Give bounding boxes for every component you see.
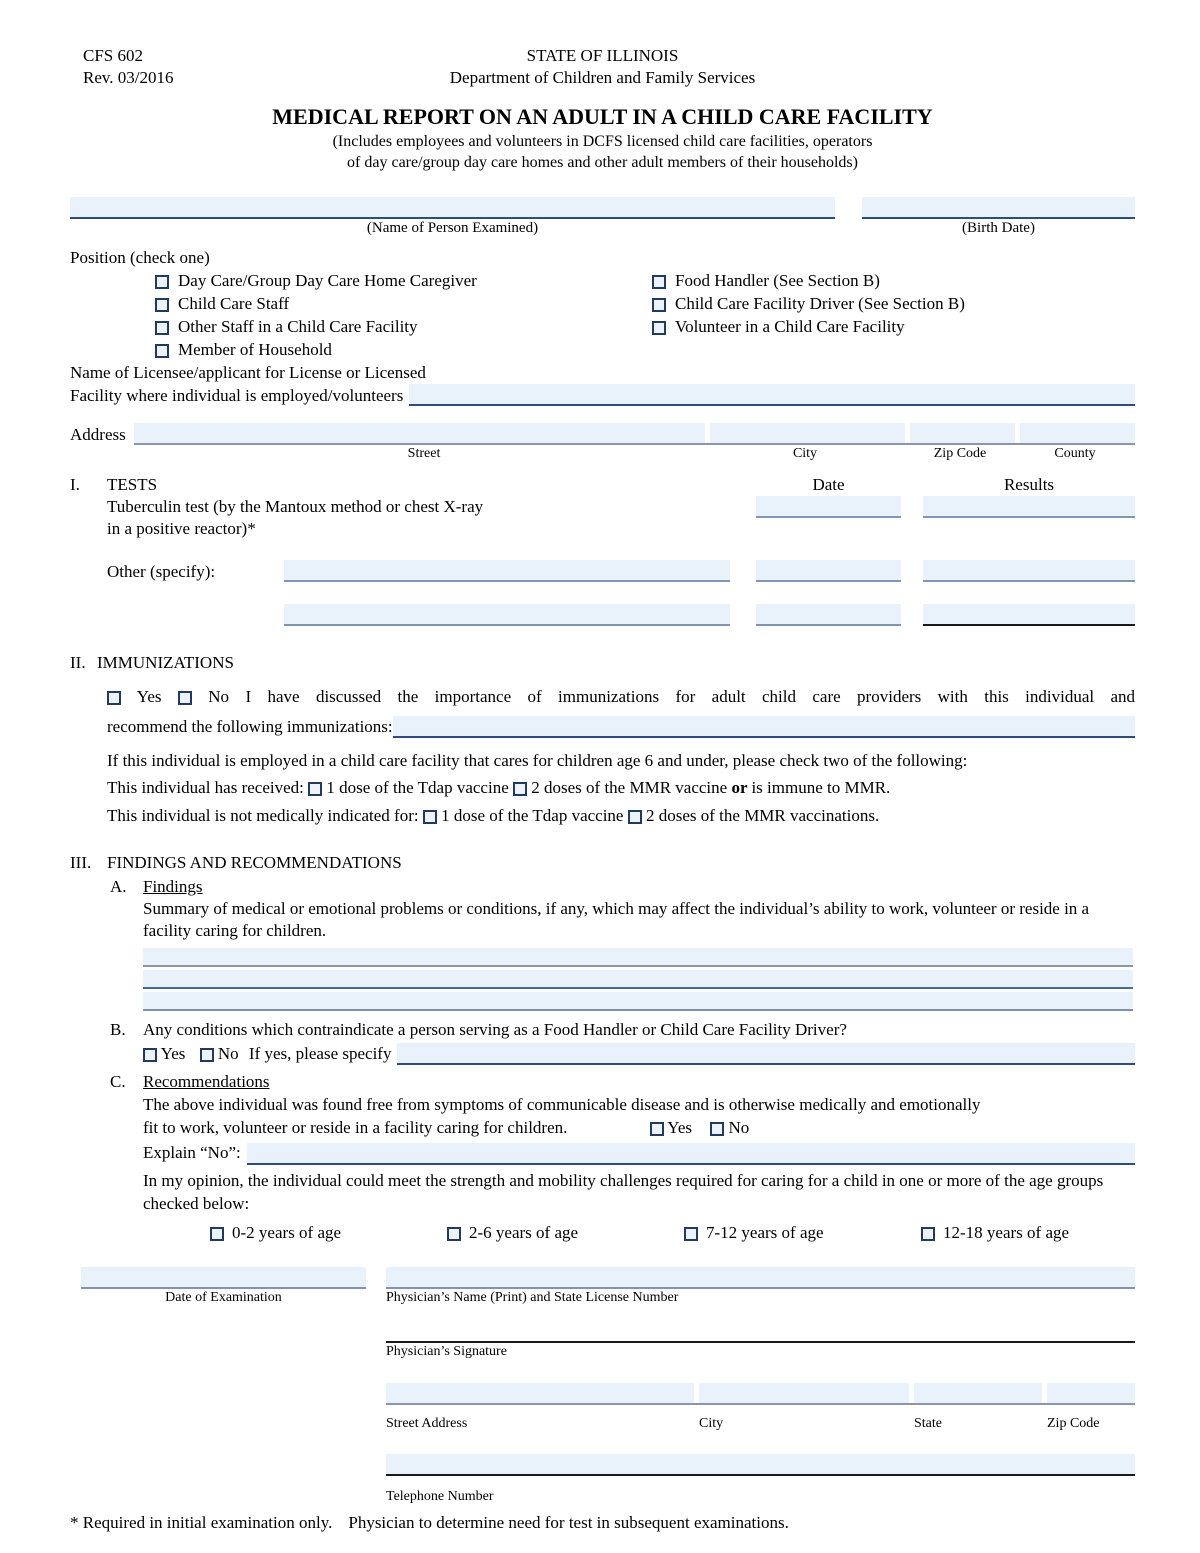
checkbox-b-yes[interactable] [143, 1048, 157, 1062]
immunizations-statement-text: I have discussed the importance of immunizations for adult child care providers with this individual and [245, 687, 1136, 706]
footnote-part2: Physician to determine need for test in subsequent examinations. [348, 1513, 789, 1532]
department-line: Department of Children and Family Services [449, 68, 756, 87]
other-test-1-date-field[interactable] [756, 560, 901, 582]
position-option-child-care-staff [155, 292, 575, 315]
address-label: Address [70, 425, 126, 444]
other-test-1-field[interactable] [284, 560, 730, 582]
checkbox-age-12-18[interactable] [921, 1227, 935, 1241]
licensee-line2-label: Facility where individual is employed/volunteers [70, 386, 404, 405]
state-line: STATE OF ILLINOIS [526, 46, 679, 65]
explain-no-row [143, 1141, 1135, 1165]
position-option-food-handler [652, 269, 965, 292]
tests-row-other-1 [70, 560, 1135, 582]
findings-heading: FINDINGS AND RECOMMENDATIONS [107, 853, 402, 872]
address-city-label: City [792, 446, 818, 461]
footnote [70, 1512, 1135, 1534]
immunizations-no-label: No [208, 687, 230, 706]
immunizations-statement2-label: recommend the following immunizations: [107, 717, 393, 736]
b-no-label: No [217, 1044, 239, 1063]
date-of-examination-field[interactable] [81, 1267, 366, 1289]
physician-city-field[interactable] [699, 1383, 909, 1403]
received-option-1: 1 dose of the Tdap vaccine [326, 778, 509, 797]
findings-heading-row [70, 852, 1135, 874]
tests-heading: TESTS [107, 475, 158, 494]
person-name-label: (Name of Person Examined) [366, 220, 539, 236]
option-label: Child Care Facility Driver (See Section B) [675, 294, 965, 313]
immunizations-statement-line2 [107, 716, 1135, 738]
address-street-label: Street [407, 446, 441, 461]
findings-a-description: Summary of medical or emotional problems or conditions, if any, which may affect the individual’s ability to work, volunteer or reside in a facility caring for children. [143, 899, 1090, 940]
position-options [70, 269, 1135, 361]
tests-section-number: I. [70, 475, 80, 494]
form-subtitle-1: (Includes employees and volunteers in DCFS licensed child care facilities, operators [332, 133, 873, 150]
licensee-line1: Name of Licensee/applicant for License or Licensed [70, 363, 426, 382]
findings-c-line1: The above individual was found free from symptoms of communicable disease and is otherwise medically and emotionally [143, 1095, 981, 1114]
footnote-part1: * Required in initial examination only. [70, 1513, 333, 1532]
received-option-2: 2 doses of the MMR vaccine [531, 778, 728, 797]
address-zip-field[interactable] [910, 423, 1015, 443]
checkbox-mmr-not-indicated[interactable] [628, 810, 642, 824]
option-label: Food Handler (See Section B) [675, 271, 880, 290]
address-sublabels [70, 445, 1135, 462]
immunizations-received-row [107, 774, 1135, 802]
form-revision: Rev. 03/2016 [83, 68, 174, 87]
address-field-group [134, 423, 1135, 445]
findings-a-title: Findings [143, 877, 203, 896]
physician-city-label: City [699, 1416, 724, 1431]
age-group-7-12 [684, 1221, 921, 1245]
age-group-12-18 [921, 1221, 1069, 1245]
telephone-number-field[interactable] [386, 1454, 1135, 1476]
immunizations-heading-row [70, 652, 1135, 674]
findings-a-letter: A. [110, 877, 127, 896]
findings-blank-line-2[interactable] [143, 970, 1133, 989]
address-city-field[interactable] [710, 423, 905, 443]
option-label: Volunteer in a Child Care Facility [675, 317, 905, 336]
option-label: Member of Household [178, 340, 332, 359]
not-indicated-label: This individual is not medically indicated for: [107, 806, 419, 825]
age-label: 12-18 years of age [943, 1223, 1070, 1242]
position-option-facility-driver [652, 292, 965, 315]
findings-b-answer-row [143, 1041, 1135, 1067]
checkbox-tdap-received[interactable] [308, 782, 322, 796]
physician-zip-label: Zip Code [1047, 1416, 1100, 1431]
signature-block [70, 1267, 1135, 1506]
age-groups-row [210, 1221, 1135, 1245]
checkbox-immunizations-no[interactable] [178, 691, 192, 705]
physician-name-field[interactable] [386, 1267, 1135, 1289]
checkbox-mmr-received[interactable] [513, 782, 527, 796]
checkbox-c-yes[interactable] [650, 1122, 664, 1136]
age-group-2-6 [447, 1221, 684, 1245]
address-county-field[interactable] [1020, 423, 1135, 443]
checkbox-member-household[interactable] [155, 344, 169, 358]
checkbox-tdap-not-indicated[interactable] [423, 810, 437, 824]
tests-row-other-2 [70, 604, 1135, 626]
c-no-label: No [728, 1118, 750, 1137]
other-test-2-field[interactable] [284, 604, 730, 626]
checkbox-immunizations-yes[interactable] [107, 691, 121, 705]
other-specify-label: Other (specify): [107, 562, 216, 581]
tuberculin-line1: Tuberculin test (by the Mantoux method or chest X-ray [107, 497, 484, 516]
identity-labels [70, 219, 1135, 238]
option-label: Child Care Staff [178, 294, 290, 313]
position-option-member-household [155, 338, 575, 361]
form-id-block [83, 45, 174, 89]
explain-no-field[interactable] [247, 1143, 1135, 1165]
address-street-field[interactable] [134, 423, 705, 443]
checkbox-b-no[interactable] [200, 1048, 214, 1062]
licensee-line2-row [70, 384, 1135, 407]
tests-heading-wrap [70, 474, 756, 496]
position-option-volunteer [652, 315, 965, 338]
age-group-0-2 [210, 1221, 447, 1245]
findings-opinion: In my opinion, the individual could meet the strength and mobility challenges required for caring for a child in one or more of the age groups checked below: [143, 1171, 1104, 1213]
position-option-other-staff [155, 315, 575, 338]
physician-street-field[interactable] [386, 1383, 694, 1403]
physician-street-label: Street Address [386, 1416, 468, 1431]
physician-zip-field[interactable] [1047, 1383, 1135, 1403]
checkbox-facility-driver[interactable] [652, 298, 666, 312]
or-word: or [727, 778, 752, 797]
c-yes-label: Yes [667, 1118, 693, 1137]
facility-name-field[interactable] [409, 384, 1135, 406]
b-specify-field[interactable] [397, 1043, 1135, 1065]
received-option-2-end: is immune to MMR. [751, 778, 891, 797]
physician-state-label: State [914, 1416, 942, 1431]
findings-c-line2-text: fit to work, volunteer or reside in a facility caring for children. [143, 1118, 568, 1137]
address-zip-label: Zip Code [933, 446, 987, 461]
findings-c-row [70, 1071, 1135, 1093]
physician-address-field-group [386, 1383, 1135, 1405]
person-name-field[interactable] [70, 197, 835, 219]
findings-c-title: Recommendations [143, 1072, 270, 1091]
address-county-label: County [1054, 446, 1096, 461]
exam-date-column [81, 1267, 366, 1307]
tests-row-tuberculin [70, 496, 1135, 540]
findings-c-line2-row [143, 1116, 1135, 1139]
checkbox-age-2-6[interactable] [447, 1227, 461, 1241]
age-label: 2-6 years of age [469, 1223, 579, 1242]
option-label: Day Care/Group Day Care Home Caregiver [178, 271, 477, 290]
received-label: This individual has received: [107, 778, 304, 797]
checkbox-other-staff[interactable] [155, 321, 169, 335]
age-label: 0-2 years of age [232, 1223, 342, 1242]
address-row [70, 423, 1135, 445]
other-test-1-results-field[interactable] [923, 560, 1135, 582]
immunizations-heading: IMMUNIZATIONS [97, 653, 234, 672]
physician-state-field[interactable] [914, 1383, 1042, 1403]
checkbox-c-no[interactable] [710, 1122, 724, 1136]
physician-signature-label: Physician’s Signature [386, 1344, 507, 1359]
form-subtitle-2: of day care/group day care homes and other adult members of their households) [347, 154, 858, 171]
b-specify-label: If yes, please specify [248, 1044, 392, 1063]
telephone-number-label: Telephone Number [386, 1489, 494, 1504]
not-indicated-option-1: 1 dose of the Tdap vaccine [441, 806, 624, 825]
findings-section-number: III. [70, 853, 92, 872]
physician-address-labels [386, 1415, 1135, 1432]
findings-blank-line-1[interactable] [143, 948, 1133, 967]
findings-b-letter: B. [110, 1020, 126, 1039]
form-header [70, 45, 1135, 173]
option-label: Other Staff in a Child Care Facility [178, 317, 418, 336]
tests-header-row [70, 474, 1135, 496]
checkbox-day-care-caregiver[interactable] [155, 275, 169, 289]
recommended-immunizations-field[interactable] [393, 716, 1135, 738]
birth-date-label: (Birth Date) [962, 220, 1035, 236]
immunizations-statement-line1 [107, 684, 1135, 710]
checkbox-age-7-12[interactable] [684, 1227, 698, 1241]
position-option-caregiver [155, 269, 575, 292]
immunizations-note: If this individual is employed in a child care facility that cares for children age 6 and under, please check two of the following: [107, 751, 968, 770]
tuberculin-results-field[interactable] [923, 496, 1135, 518]
physician-column [386, 1267, 1135, 1506]
position-heading: Position (check one) [70, 248, 210, 267]
findings-c-letter: C. [110, 1072, 126, 1091]
explain-no-label: Explain “No”: [143, 1143, 241, 1162]
findings-a-row [70, 876, 1135, 898]
age-label: 7-12 years of age [706, 1223, 824, 1242]
form-number: CFS 602 [83, 46, 143, 65]
tests-date-header: Date [812, 475, 845, 494]
findings-b-row [70, 1019, 1135, 1041]
tuberculin-line2: in a positive reactor)* [107, 519, 256, 538]
birth-date-field[interactable] [862, 197, 1135, 219]
findings-blank-line-3[interactable] [143, 992, 1133, 1011]
b-yes-label: Yes [160, 1044, 186, 1063]
immunizations-section-number: II. [70, 653, 86, 672]
findings-b-question: Any conditions which contraindicate a person serving as a Food Handler or Child Care Facility Driver? [143, 1020, 847, 1039]
date-of-examination-label: Date of Examination [165, 1290, 282, 1305]
physician-name-label: Physician’s Name (Print) and State License Number [386, 1290, 679, 1305]
tuberculin-date-field[interactable] [756, 496, 901, 518]
immunizations-not-indicated-row [107, 802, 1135, 830]
form-title: MEDICAL REPORT ON AN ADULT IN A CHILD CARE FACILITY [272, 104, 933, 129]
checkbox-food-handler[interactable] [652, 275, 666, 289]
other-test-2-date-field[interactable] [756, 604, 901, 626]
other-test-2-results-field[interactable] [923, 604, 1135, 626]
checkbox-volunteer[interactable] [652, 321, 666, 335]
tests-results-header: Results [1003, 475, 1055, 494]
identity-row [70, 197, 1135, 219]
not-indicated-option-2: 2 doses of the MMR vaccinations. [645, 806, 880, 825]
immunizations-yes-label: Yes [136, 687, 162, 706]
checkbox-age-0-2[interactable] [210, 1227, 224, 1241]
checkbox-child-care-staff[interactable] [155, 298, 169, 312]
